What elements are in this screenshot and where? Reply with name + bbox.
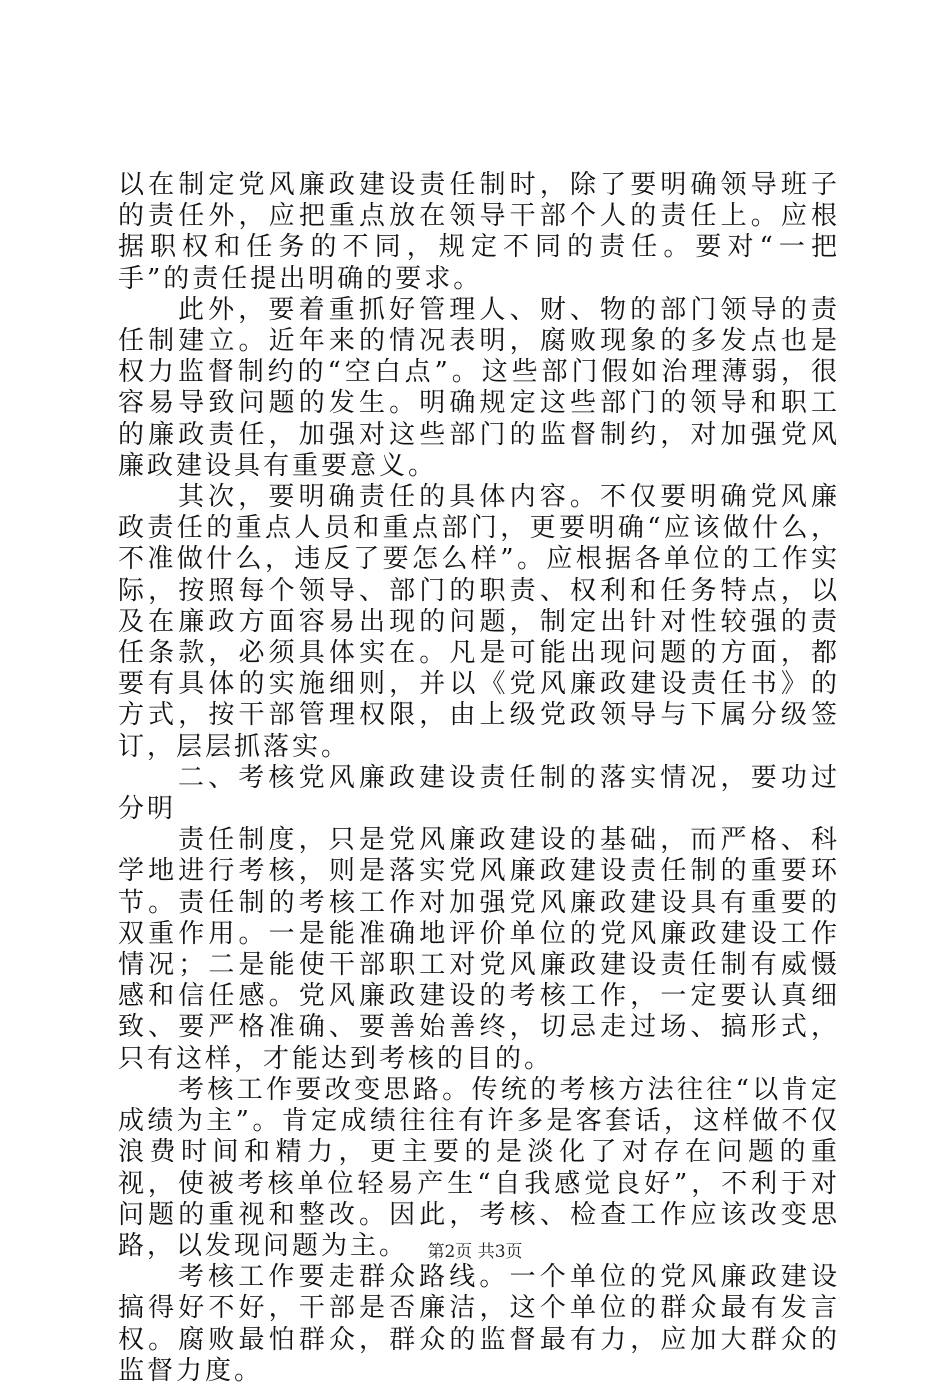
paragraph-3: 其次，要明确责任的具体内容。不仅要明确党风廉政责任的重点人员和重点部门，更要明确“应该做什么，不准做什么，违反了要怎么样”。应根据各单位的工作实际，按照每个领导、部门的职责、权利和任务特点，以及在廉政方面容易出现的问题，制定出针对性较强的责任条款，必须具体实在。凡是可能出现问题的方面，都要有具体的实施细则，并以《党风廉政建设责任书》的方式，按干部管理权限，由上级党政领导与下属分级签订，层层抓落实。 [118, 482, 840, 762]
document-body [118, 170, 840, 1387]
paragraph-6: 考核工作要走群众路线。一个单位的党风廉政建设搞得好不好，干部是否廉洁，这个单位的群众最有发言权。腐败最怕群众，群众的监督最有力，应加大群众的监督力度。 [118, 1262, 840, 1386]
page-footer: 第2页 共3页 [427, 1242, 523, 1262]
paragraph-4: 责任制度，只是党风廉政建设的基础，而严格、科学地进行考核，则是落实党风廉政建设责任制的重要环节。责任制的考核工作对加强党风廉政建设具有重要的双重作用。一是能准确地评价单位的党风廉政建设工作情况；二是能使干部职工对党风廉政建设责任制有威慑感和信任感。党风廉政建设的考核工作，一定要认真细致、要严格准确、要善始善终，切忌走过场、搞形式，只有这样，才能达到考核的目的。 [118, 825, 840, 1074]
paragraph-5: 考核工作要改变思路。传统的考核方法往往“以肯定成绩为主”。肯定成绩往往有许多是客套话，这样做不仅浪费时间和精力，更主要的是淡化了对存在问题的重视，使被考核单位轻易产生“自我感觉良好”，不利于对问题的重视和整改。因此，考核、检查工作应该改变思路，以发现问题为主。 [118, 1074, 840, 1261]
paragraph-2: 此外，要着重抓好管理人、财、物的部门领导的责任制建立。近年来的情况表明，腐败现象的多发点也是权力监督制约的“空白点”。这些部门假如治理薄弱，很容易导致问题的发生。明确规定这些部门的领导和职工的廉政责任，加强对这些部门的监督制约，对加强党风廉政建设具有重要意义。 [118, 294, 840, 481]
section-heading: 二、考核党风廉政建设责任制的落实情况，要功过分明 [118, 762, 840, 825]
paragraph-1: 以在制定党风廉政建设责任制时，除了要明确领导班子的责任外，应把重点放在领导干部个人的责任上。应根据职权和任务的不同，规定不同的责任。要对“一把手”的责任提出明确的要求。 [118, 170, 840, 294]
